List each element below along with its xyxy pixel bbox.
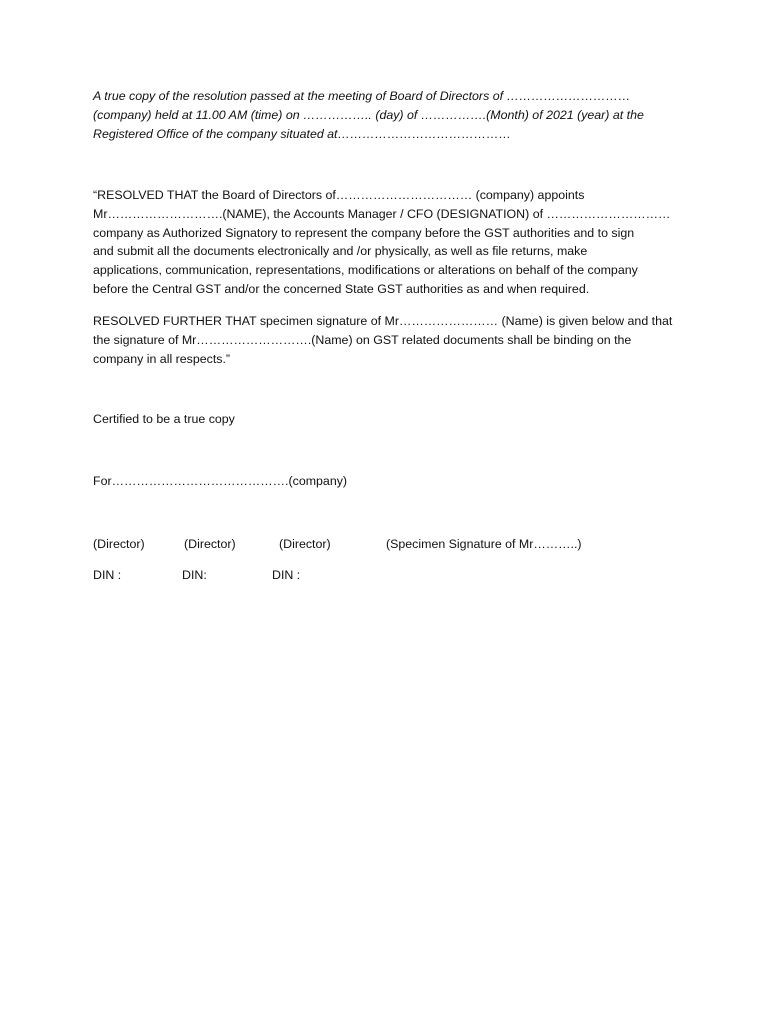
certified-true-copy: Certified to be a true copy <box>93 412 235 426</box>
din-label-3: DIN : <box>272 568 301 582</box>
din-label-1: DIN : <box>93 568 122 582</box>
director-signature-3: (Director) <box>279 537 331 551</box>
resolved-further-paragraph: RESOLVED FURTHER THAT specimen signature of Mr…………………… (Name) is given below and that the signature of Mr……………………….(Name) on GST related documents shall be binding on the company in all respects.” <box>93 314 673 366</box>
director-signature-1: (Director) <box>93 537 145 551</box>
specimen-signature: (Specimen Signature of Mr………..) <box>386 537 582 551</box>
resolution-paragraph: “RESOLVED THAT the Board of Directors of…………………………… (company) appoints Mr……………………….(NAME), the Accounts Manager / CFO (DESIGNATION) of ………………………… company as Authorized Signatory to represent the company before the GST authorities and to sign and submit all the documents electronically and /or physically, as well as file returns, make applications, communication, representations, modifications or alterations on behalf of the company before the Central GST and/or the concerned State GST authorities as and when required. <box>93 188 671 296</box>
signature-row <box>0 535 768 555</box>
din-label-2: DIN: <box>182 568 207 582</box>
din-row <box>0 566 768 586</box>
resolution-intro: A true copy of the resolution passed at the meeting of Board of Directors of ………………………… (company) held at 11.00 AM (time) on …………….. (day) of …………….(Month) of 2021 (year) at the Registered Office of the company situated at…………………………………… <box>93 89 644 141</box>
for-company-line: For…………………………………….(company) <box>93 474 348 488</box>
director-signature-2: (Director) <box>184 537 236 551</box>
